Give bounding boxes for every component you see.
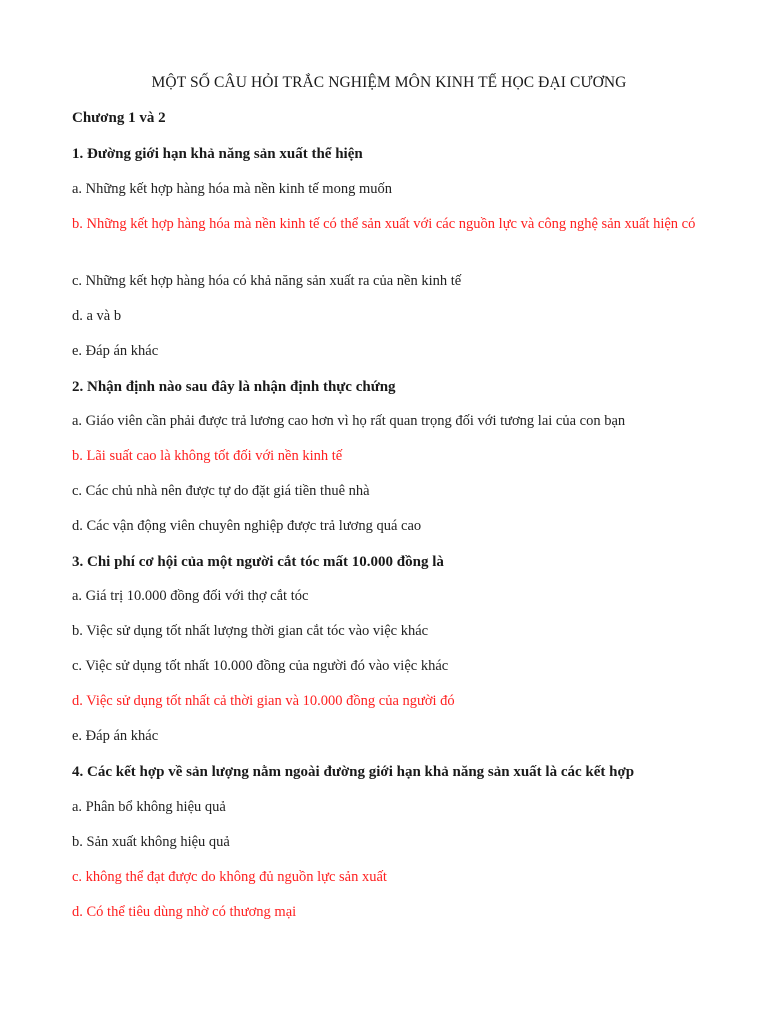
chapter-heading: Chương 1 và 2 <box>72 110 166 126</box>
question-3: 3. Chi phí cơ hội của một người cắt tóc mất 10.000 đồng là <box>72 554 444 570</box>
question-2-option-d: d. Các vận động viên chuyên nghiệp được trả lương quá cao <box>72 518 422 534</box>
question-1: 1. Đường giới hạn khả năng sản xuất thể hiện <box>72 146 363 162</box>
question-3-option-d: d. Việc sử dụng tốt nhất cả thời gian và 10.000 đồng của người đó <box>72 693 455 709</box>
question-3-option-a: a. Giá trị 10.000 đồng đối với thợ cắt tóc <box>72 588 309 604</box>
question-3-option-e: e. Đáp án khác <box>72 728 159 744</box>
question-3-option-c: c. Việc sử dụng tốt nhất 10.000 đồng của người đó vào việc khác <box>72 658 449 674</box>
question-4-option-d: d. Có thể tiêu dùng nhờ có thương mại <box>72 904 297 920</box>
question-1-option-c: c. Những kết hợp hàng hóa có khả năng sản xuất ra của nền kinh tế <box>72 273 462 289</box>
question-3-option-b: b. Việc sử dụng tốt nhất lượng thời gian cắt tóc vào việc khác <box>72 623 429 639</box>
question-1-option-a: a. Những kết hợp hàng hóa mà nền kinh tế mong muốn <box>72 181 392 197</box>
question-1-option-d: d. a và b <box>72 308 122 324</box>
question-4-option-a: a. Phân bổ không hiệu quả <box>72 799 226 815</box>
question-4-option-c: c. không thể đạt được do không đủ nguồn lực sản xuất <box>72 869 387 885</box>
question-2-option-a: a. Giáo viên cần phải được trả lương cao hơn vì họ rất quan trọng đối với tương lai của con bạn <box>72 413 626 429</box>
question-2: 2. Nhận định nào sau đây là nhận định thực chứng <box>72 379 396 395</box>
document-title: MỘT SỐ CÂU HỎI TRẮC NGHIỆM MÔN KINH TẾ HỌC ĐẠI CƯƠNG <box>151 74 627 91</box>
question-2-option-c: c. Các chủ nhà nên được tự do đặt giá tiền thuê nhà <box>72 483 370 499</box>
question-4-option-b: b. Sản xuất không hiệu quả <box>72 834 230 850</box>
question-2-option-b: b. Lãi suất cao là không tốt đối với nền kinh tế <box>72 448 343 464</box>
question-1-option-e: e. Đáp án khác <box>72 343 159 359</box>
question-4: 4. Các kết hợp về sản lượng nằm ngoài đường giới hạn khả năng sản xuất là các kết hợp <box>72 764 635 780</box>
question-1-option-b: b. Những kết hợp hàng hóa mà nền kinh tế có thể sản xuất với các nguồn lực và công nghệ sản xuất hiện có <box>72 216 696 232</box>
